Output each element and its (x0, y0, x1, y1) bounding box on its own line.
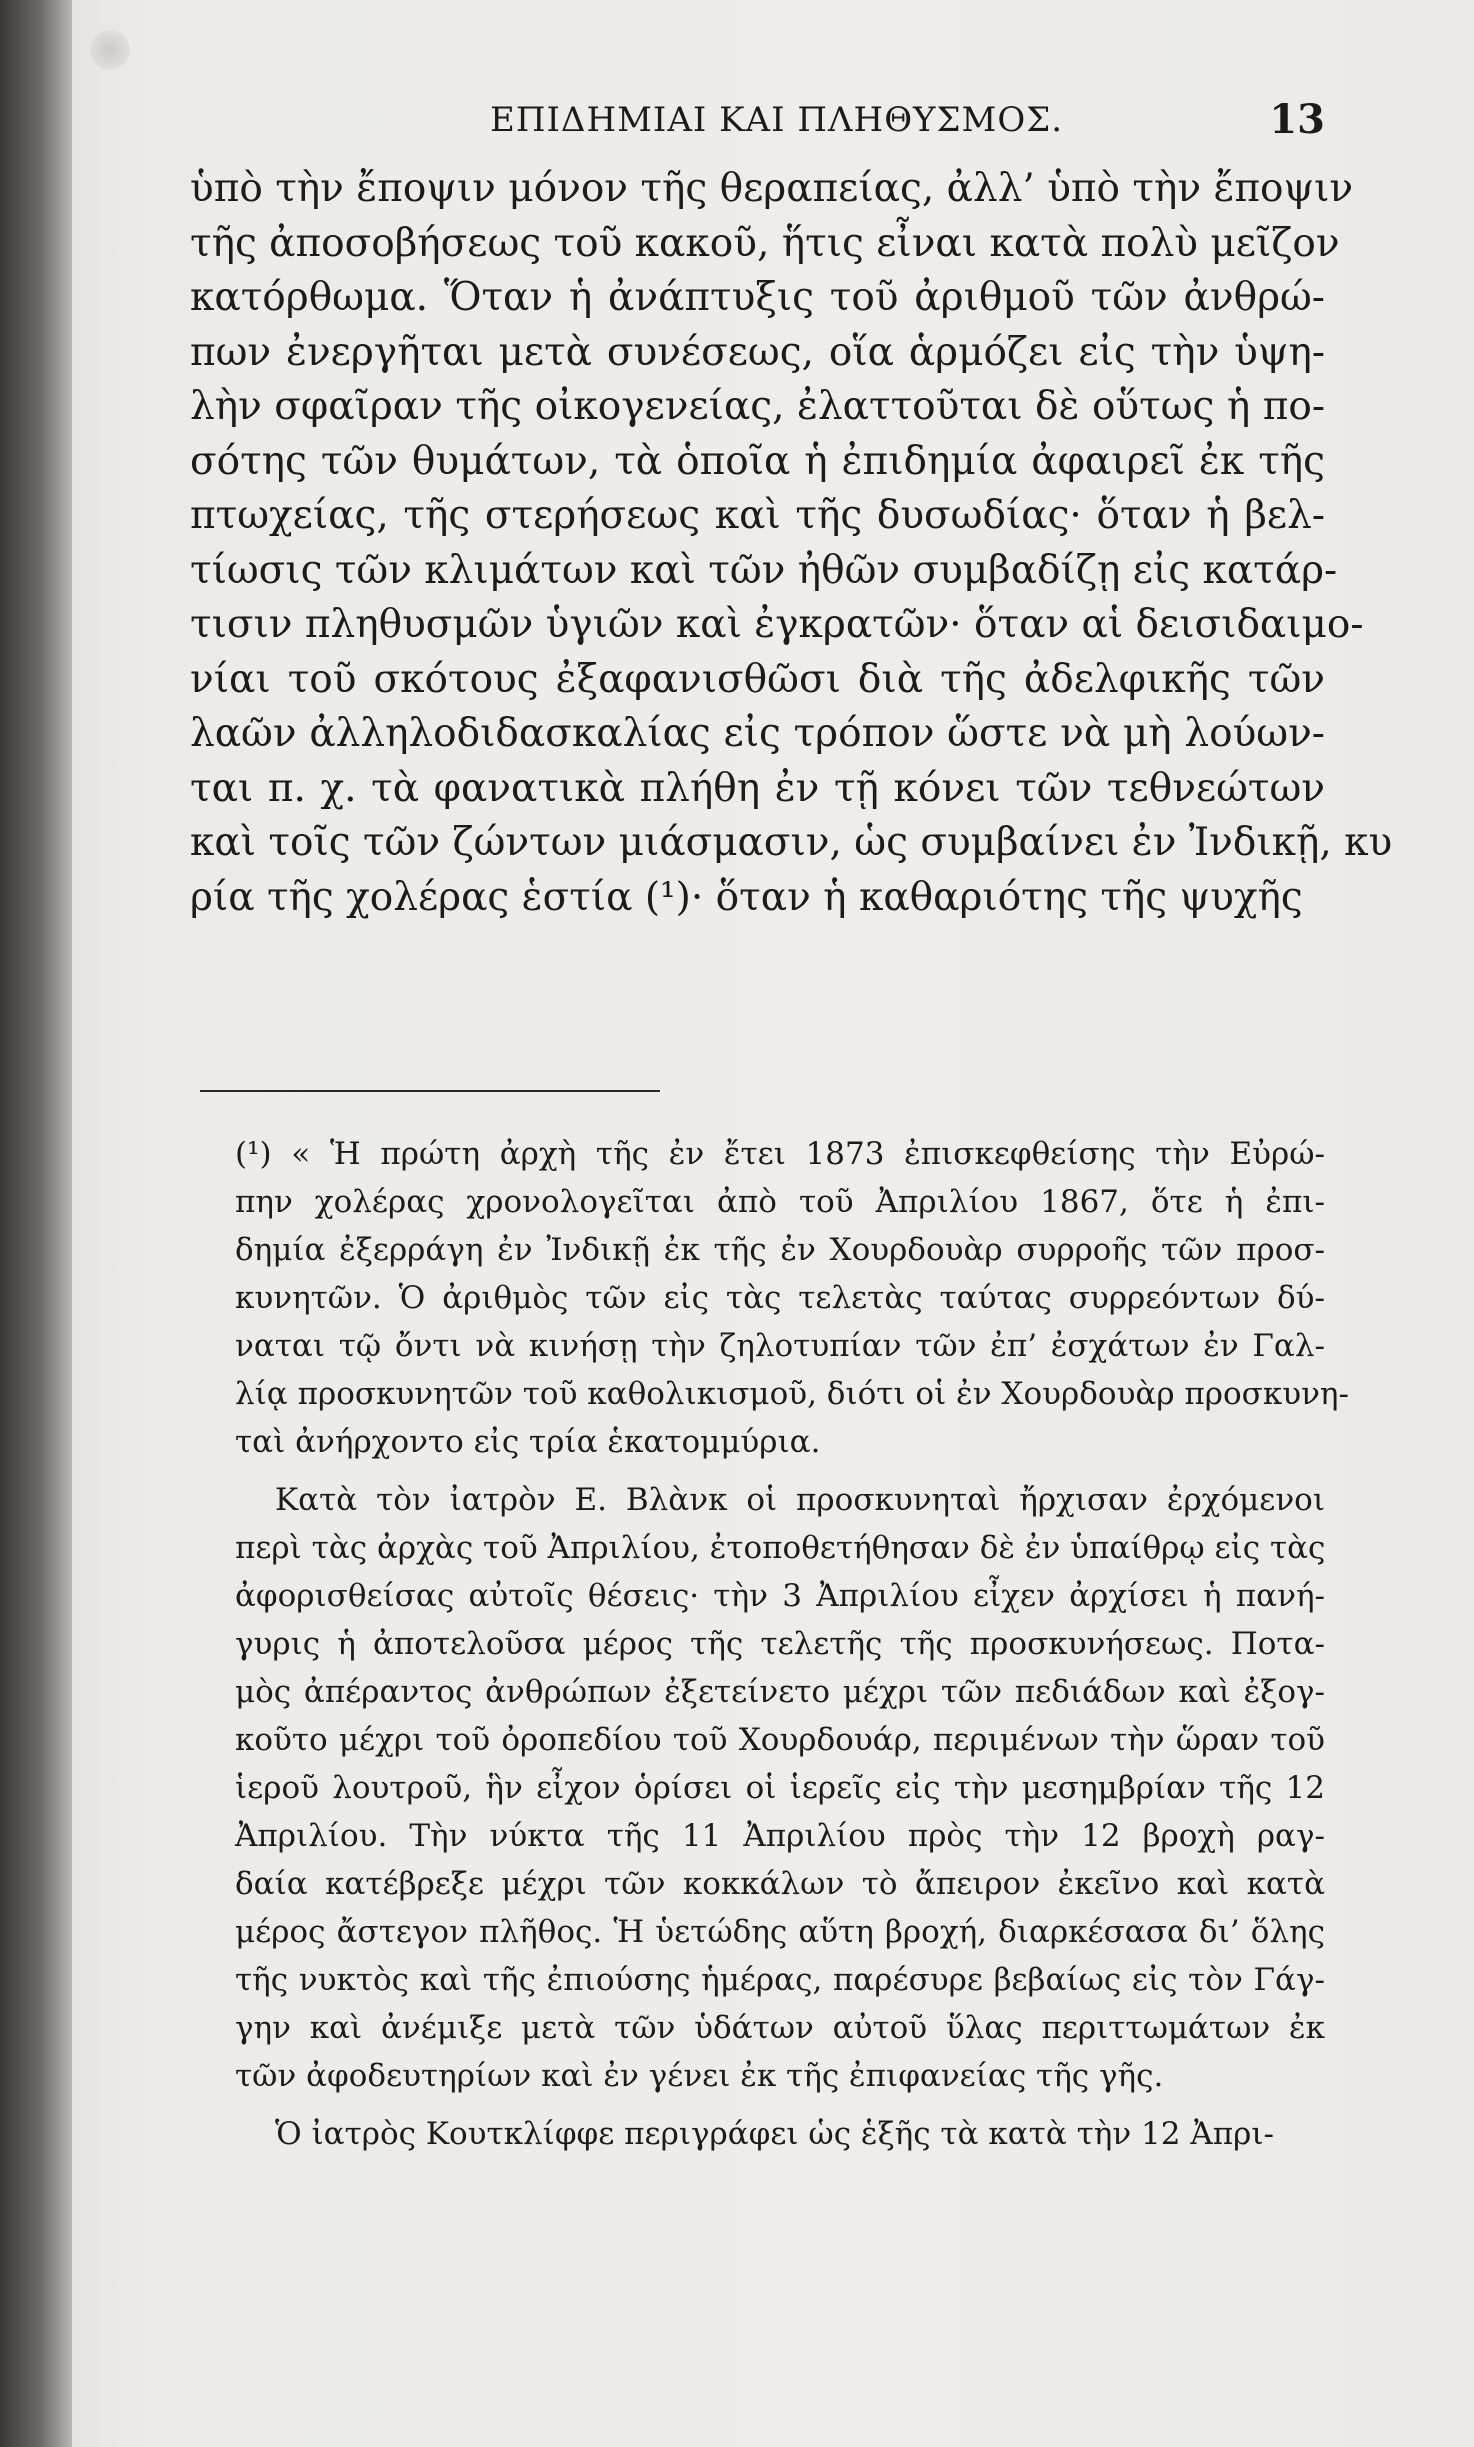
body-text-line: τῆς ἀποσοβήσεως τοῦ κακοῦ, ἥτις εἶναι κατὰ πολὺ μεῖζον (190, 220, 1340, 266)
page-header (190, 96, 1325, 160)
body-text-line: τισιν πληθυσμῶν ὑγιῶν καὶ ἐγκρατῶν· ὅταν αἱ δεισιδαιμο- (190, 602, 1364, 647)
footnote-text-line: ναται τῷ ὄντι νὰ κινήσῃ τὴν ζηλοτυπίαν τῶν ἐπ’ ἐσχάτων ἐν Γαλ- (235, 1328, 1325, 1364)
footnote-paragraph (235, 2110, 1325, 2158)
body-text-line: κατόρθωμα. Ὅταν ἡ ἀνάπτυξις τοῦ ἀριθμοῦ τῶν ἀνθρώ- (190, 275, 1325, 320)
footnote-text-line: γυρις ἡ ἀποτελοῦσα μέρος τῆς τελετῆς τῆς προσκυνήσεως. Ποτα- (235, 1626, 1325, 1662)
footnote-separator-rule (200, 1090, 660, 1092)
body-text-line: νίαι τοῦ σκότους ἐξαφανισθῶσι διὰ τῆς ἀδελφικῆς τῶν (190, 656, 1325, 702)
page-number: 13 (1269, 96, 1325, 143)
footnote-paragraph (235, 1130, 1349, 1466)
footnote-text-line: μέρος ἄστεγον πλῆθος. Ἡ ὑετώδης αὕτη βροχή, διαρκέσασα δι’ ὅλης (235, 1914, 1325, 1950)
body-text-line: τίωσις τῶν κλιμάτων καὶ τῶν ἠθῶν συμβαδίζῃ εἰς κατάρ- (190, 547, 1338, 593)
footnote-text-line: Κατὰ τὸν ἰατρὸν Ε. Βλὰνκ οἱ προσκυνηταὶ ἤρχισαν ἐρχόμενοι (275, 1482, 1325, 1518)
book-spine-shadow (0, 0, 72, 2447)
body-text-line: ρία τῆς χολέρας ἑστία (¹)· ὅταν ἡ καθαριότης τῆς ψυχῆς (190, 874, 1303, 920)
body-text-line: ται π. χ. τὰ φανατικὰ πλήθη ἐν τῇ κόνει τῶν τεθνεώτων (190, 765, 1325, 811)
running-head: ΕΠΙΔΗΜΙΑΙ ΚΑΙ ΠΛΗΘΥΣΜΟΣ. (490, 100, 1064, 140)
footnote-text-line: Ἀπριλίου. Τὴν νύκτα τῆς 11 Ἀπριλίου πρὸς τὴν 12 βροχὴ ραγ- (235, 1818, 1325, 1854)
footnote-text-line: ἱεροῦ λουτροῦ, ἣν εἶχον ὁρίσει οἱ ἱερεῖς εἰς τὴν μεσημβρίαν τῆς 12 (235, 1770, 1325, 1806)
body-text-line: καὶ τοῖς τῶν ζώντων μιάσμασιν, ὡς συμβαίνει ἐν Ἰνδικῇ, κυ (190, 820, 1393, 865)
body-text-line: λαῶν ἀλληλοδιδασκαλίας εἰς τρόπον ὥστε νὰ μὴ λούων- (190, 711, 1325, 756)
body-text-line: λὴν σφαῖραν τῆς οἰκογενείας, ἐλαττοῦται δὲ οὕτως ἡ πο- (190, 384, 1325, 429)
footnote-text-line: τῶν ἀφοδευτηρίων καὶ ἐν γένει ἐκ τῆς ἐπιφανείας τῆς γῆς. (235, 2058, 1164, 2094)
footnote-paragraph (235, 1476, 1325, 2100)
footnote-text-line: πην χολέρας χρονολογεῖται ἀπὸ τοῦ Ἀπριλίου 1867, ὅτε ἡ ἐπι- (235, 1184, 1325, 1220)
footnote-text-line: ταὶ ἀνήρχοντο εἰς τρία ἑκατομμύρια. (235, 1424, 821, 1460)
footnote-text-line: ἀφορισθείσας αὐτοῖς θέσεις· τὴν 3 Ἀπριλίου εἶχεν ἀρχίσει ἡ πανή- (235, 1578, 1325, 1614)
main-text-block (190, 162, 1393, 925)
footnote-text-line: λίᾳ προσκυνητῶν τοῦ καθολικισμοῦ, διότι οἱ ἐν Χουρδουὰρ προσκυνη- (235, 1376, 1349, 1412)
footnote-text-line: Ὁ ἰατρὸς Κουτκλίφφε περιγράφει ὡς ἑξῆς τὰ κατὰ τὴν 12 Ἀπρι- (275, 2116, 1274, 2152)
footnote-text-line: κυνητῶν. Ὁ ἀριθμὸς τῶν εἰς τὰς τελετὰς ταύτας συρρεόντων δύ- (235, 1280, 1325, 1316)
footnote-text-line: περὶ τὰς ἀρχὰς τοῦ Ἀπριλίου, ἐτοποθετήθησαν δὲ ἐν ὑπαίθρῳ εἰς τὰς (235, 1530, 1326, 1566)
paper-stain (90, 30, 130, 70)
footnote-block (235, 1130, 1349, 2168)
body-text-line: σότης τῶν θυμάτων, τὰ ὁποῖα ἡ ἐπιδημία ἀφαιρεῖ ἐκ τῆς (190, 438, 1325, 484)
footnote-text-line: δημία ἐξερράγη ἐν Ἰνδικῇ ἐκ τῆς ἐν Χουρδουὰρ συρροῆς τῶν προσ- (235, 1232, 1325, 1268)
body-text-line: πων ἐνεργῆται μετὰ συνέσεως, οἵα ἁρμόζει εἰς τὴν ὑψη- (190, 329, 1325, 375)
footnote-text-line: γην καὶ ἀνέμιξε μετὰ τῶν ὑδάτων αὐτοῦ ὕλας περιττωμάτων ἐκ (235, 2010, 1325, 2046)
body-text-line: πτωχείας, τῆς στερήσεως καὶ τῆς δυσωδίας· ὅταν ἡ βελ- (190, 493, 1325, 538)
footnote-text-line: τῆς νυκτὸς καὶ τῆς ἐπιούσης ἡμέρας, παρέσυρε βεβαίως εἰς τὸν Γάγ- (235, 1962, 1325, 1998)
body-text-line: ὑπὸ τὴν ἔποψιν μόνον τῆς θεραπείας, ἀλλ’ ὑπὸ τὴν ἔποψιν (190, 166, 1354, 211)
footnote-text-line: μὸς ἀπέραντος ἀνθρώπων ἐξετείνετο μέχρι τῶν πεδιάδων καὶ ἐξογ- (235, 1674, 1325, 1710)
footnote-text-line: κοῦτο μέχρι τοῦ ὀροπεδίου τοῦ Χουρδουάρ, περιμένων τὴν ὥραν τοῦ (235, 1722, 1325, 1758)
footnote-text-line: δαία κατέβρεξε μέχρι τῶν κοκκάλων τὸ ἄπειρον ἐκεῖνο καὶ κατὰ (235, 1866, 1325, 1902)
footnote-text-line: (¹) « Ἡ πρώτη ἀρχὴ τῆς ἐν ἔτει 1873 ἐπισκεφθείσης τὴν Εὐρώ- (235, 1136, 1325, 1172)
